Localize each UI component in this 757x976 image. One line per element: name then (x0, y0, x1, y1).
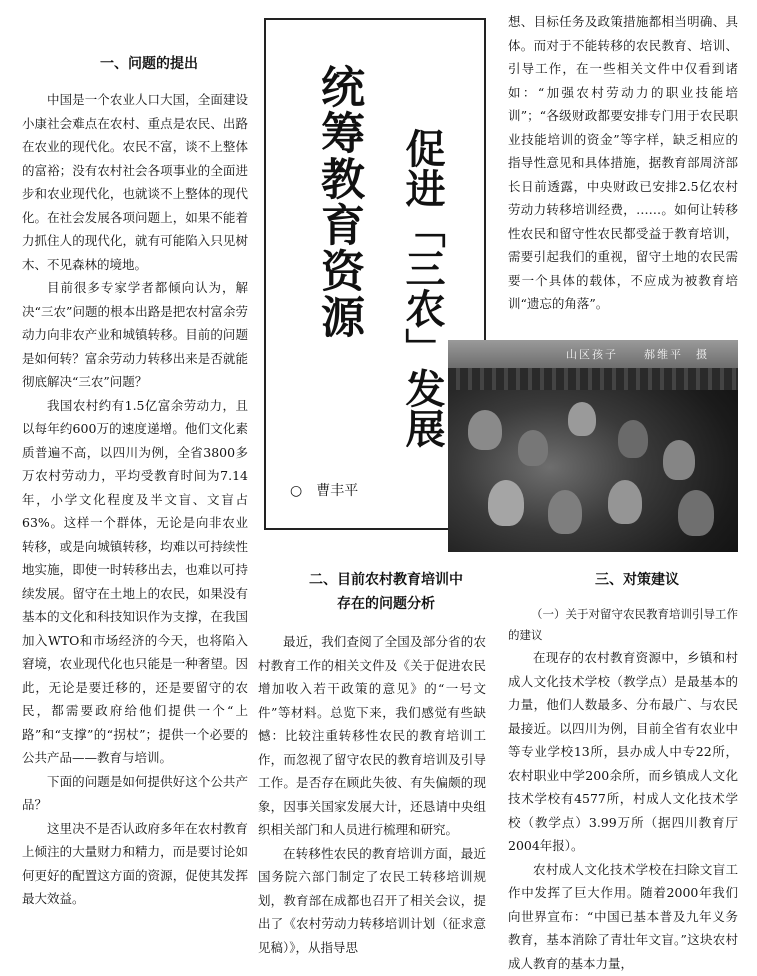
photo-child-figure (663, 440, 695, 480)
children-photo (448, 340, 738, 552)
column-2 (258, 568, 486, 959)
photo-child-figure (608, 480, 642, 524)
photo-child-figure (488, 480, 524, 526)
article-title: 统筹教育资源 (313, 64, 364, 340)
section-2-heading-line-1: 二、目前农村教育培训中 (309, 572, 463, 588)
photo-child-figure (678, 490, 714, 536)
section-3-subheading: （一）关于对留守农民教育培训引导工作的建议 (508, 607, 738, 642)
paragraph: 这里决不是否认政府多年在农村教育上倾注的大量财力和精力，而是要讨论如何更好的配置这方面的资源，促使其发挥最大效益。 (22, 820, 248, 906)
photo-caption: 山区孩子 郝维平 摄 (566, 348, 709, 361)
column-3 (508, 10, 738, 316)
paragraph: 最近，我们查阅了全国及部分省的农村教育工作的相关文件及《关于促进农民增加收入若干政策的意见》的“一号文件”等材料。总览下来，我们感觉有些缺憾：比较注重转移性农民的教育培训工作，而忽视了留守农民的教育培训及引导工作。是否存在顾此失彼、有失偏颇的现象，因事关国家发展大计，还恳请中央组织相关部门和人员进行梳理和研究。 (258, 634, 486, 837)
photo-child-figure (618, 420, 648, 458)
section-1-heading: 一、问题的提出 (100, 56, 198, 72)
section-2-heading-line-2: 存在的问题分析 (337, 596, 435, 612)
paragraph: 下面的问题是如何提供好这个公共产品？ (22, 773, 248, 812)
article-subtitle: 促进「三农」发展 (399, 128, 445, 448)
author-byline: ○ 曹丰平 (290, 483, 359, 499)
paragraph: 农村成人文化技术学校在扫除文盲工作中发挥了巨大作用。随着2000年我们向世界宣布：“中国已基本普及九年义务教育，基本消除了青壮年文盲。”这块农村成人教育的基本力量， (508, 861, 738, 971)
photo-child-figure (548, 490, 582, 534)
paragraph: 中国是一个农业人口大国，全面建设小康社会难点在农村、重点是农民、出路在农业的现代化。农民不富，谈不上整体的富裕；没有农村社会各项事业的全面进步和农业现代化，也就谈不上整体的现代化。在社会发展各项问题上，如果不能着力抓住人的现代化，就有可能陷入只见树木、不见森林的境地。 (22, 92, 248, 272)
column-1 (22, 52, 248, 911)
paragraph: 我国农村约有1.5亿富余劳动力，且以每年约600万的速度递增。他们文化素质普遍不高，以四川为例，全省3800多万农村劳动力，平均受教育时间为7.14年，小学文化程度及半文盲、文盲占63%。这样一个群体，无论是向非农业转移，或是向城镇转移，均难以可持续性地实施，即使一时转移出去，也难以可持续发展。留守在土地上的农民，如果没有基本的文化和科技知识作为支撑，在我国加入WTO和市场经济的今天，也将陷入窘境，农业现代化也只能是一种奢望。因此，无论是要迁移的，还是要留守的农民，都需要政府给他们提供一个“上路”和“支撑”的“拐杖”；提供一个必要的公共产品——教育与培训。 (22, 397, 248, 765)
photo-child-figure (568, 402, 596, 436)
photo-child-figure (468, 410, 502, 450)
photo-child-figure (518, 430, 548, 466)
column-4 (508, 568, 738, 975)
paragraph: 想、目标任务及政策措施都相当明确、具体。而对于不能转移的农民教育、培训、引导工作，在一些相关文件中仅看到诸如：“加强农村劳动力的职业技能培训”；“各级财政都要安排专门用于农民职业技能培训的资金”等字样，缺乏相应的指导性意见和具体措施，据教育部周济部长日前透露，中央财政已安排2.5亿农村劳动力转移培训经费，……。如何让转移性农民和留守性农民都受益于教育培训，需要引起我们的重视，留守土地的农民需要一个具体的载体，不应成为被教育培训“遗忘的角落”。 (508, 14, 738, 311)
paragraph: 在转移性农民的教育培训方面，最近国务院六部门制定了农民工转移培训规划，教育部在成都也召开了相关会议，提出了《农村劳动力转移培训计划（征求意见稿）》，从指导思 (258, 845, 486, 955)
paragraph: 在现存的农村教育资源中，乡镇和村成人文化技术学校（教学点）是最基本的力量，他们人数最多、分布最广、与农民最接近。以四川为例，目前全省有农业中等专业学校13所，县办成人中专22所，农村职业中学200余所，而乡镇成人文化技术学校有4577所，村成人文化技术学校（教学点）3.99万所（据四川教育厅2004年报）。 (508, 650, 738, 853)
section-3-heading: 三、对策建议 (595, 572, 679, 588)
photo-roof (448, 368, 738, 390)
paragraph: 目前很多专家学者都倾向认为，解决“三农”问题的根本出路是把农村富余劳动力向非农产业和城镇转移。目前的问题是如何转？富余劳动力转移出来是否就能彻底解决“三农”问题？ (22, 280, 248, 389)
